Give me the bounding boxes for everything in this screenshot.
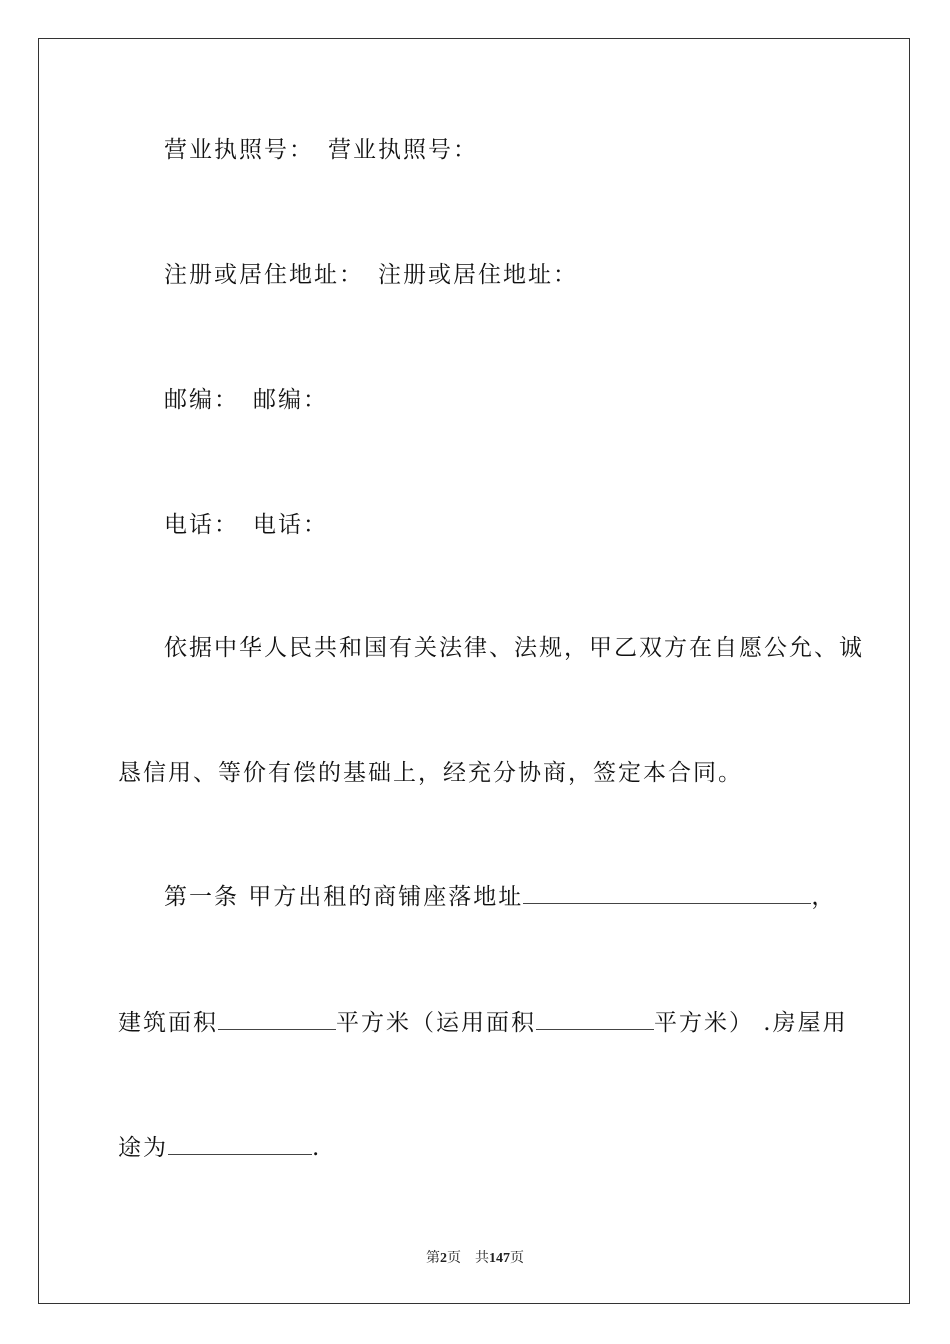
article-1-line-1 (164, 882, 836, 912)
purpose-label: 途为 (118, 1135, 168, 1161)
license-line (164, 135, 478, 165)
building-area-blank (218, 1009, 336, 1030)
usable-area-blank (536, 1009, 654, 1030)
paragraph-1-line-2: 恳信用、等价有偿的基础上，经充分协商，签定本合同。 (118, 760, 743, 786)
footer-total-pages: 147 (489, 1251, 510, 1266)
purpose-period: . (312, 1135, 322, 1161)
party-b-license-label: 营业执照号： (328, 137, 478, 163)
phone-line (164, 510, 328, 540)
footer-mid: 页 共 (447, 1251, 489, 1266)
article-1-text: 第一条 甲方出租的商铺座落地址 (164, 884, 524, 910)
footer-suffix: 页 (510, 1251, 524, 1266)
usable-area-label: 平方米（运用面积 (336, 1010, 536, 1036)
page-footer (0, 1247, 950, 1267)
address-blank (523, 883, 811, 904)
party-a-address-label: 注册或居住地址： (164, 262, 364, 288)
purpose-blank (168, 1134, 312, 1155)
area-label: 建筑面积 (118, 1010, 218, 1036)
postcode-line (164, 385, 328, 415)
party-b-phone-label: 电话： (253, 512, 328, 538)
address-line (164, 260, 578, 290)
usage-label: 平方米） .房屋用 (654, 1010, 848, 1036)
page-border (38, 38, 910, 1304)
paragraph-1-line-1: 依据中华人民共和国有关法律、法规，甲乙双方在自愿公允、诚 (164, 635, 864, 661)
footer-page-number: 2 (440, 1251, 447, 1266)
party-a-phone-label: 电话： (164, 512, 239, 538)
party-a-postcode-label: 邮编： (164, 387, 239, 413)
party-a-license-label: 营业执照号： (164, 137, 314, 163)
article-1-line-2 (118, 1008, 848, 1038)
footer-prefix: 第 (426, 1251, 440, 1266)
party-b-postcode-label: 邮编： (253, 387, 328, 413)
article-1-line-3 (118, 1133, 321, 1163)
party-b-address-label: 注册或居住地址： (378, 262, 578, 288)
article-1-comma: ， (811, 884, 837, 910)
